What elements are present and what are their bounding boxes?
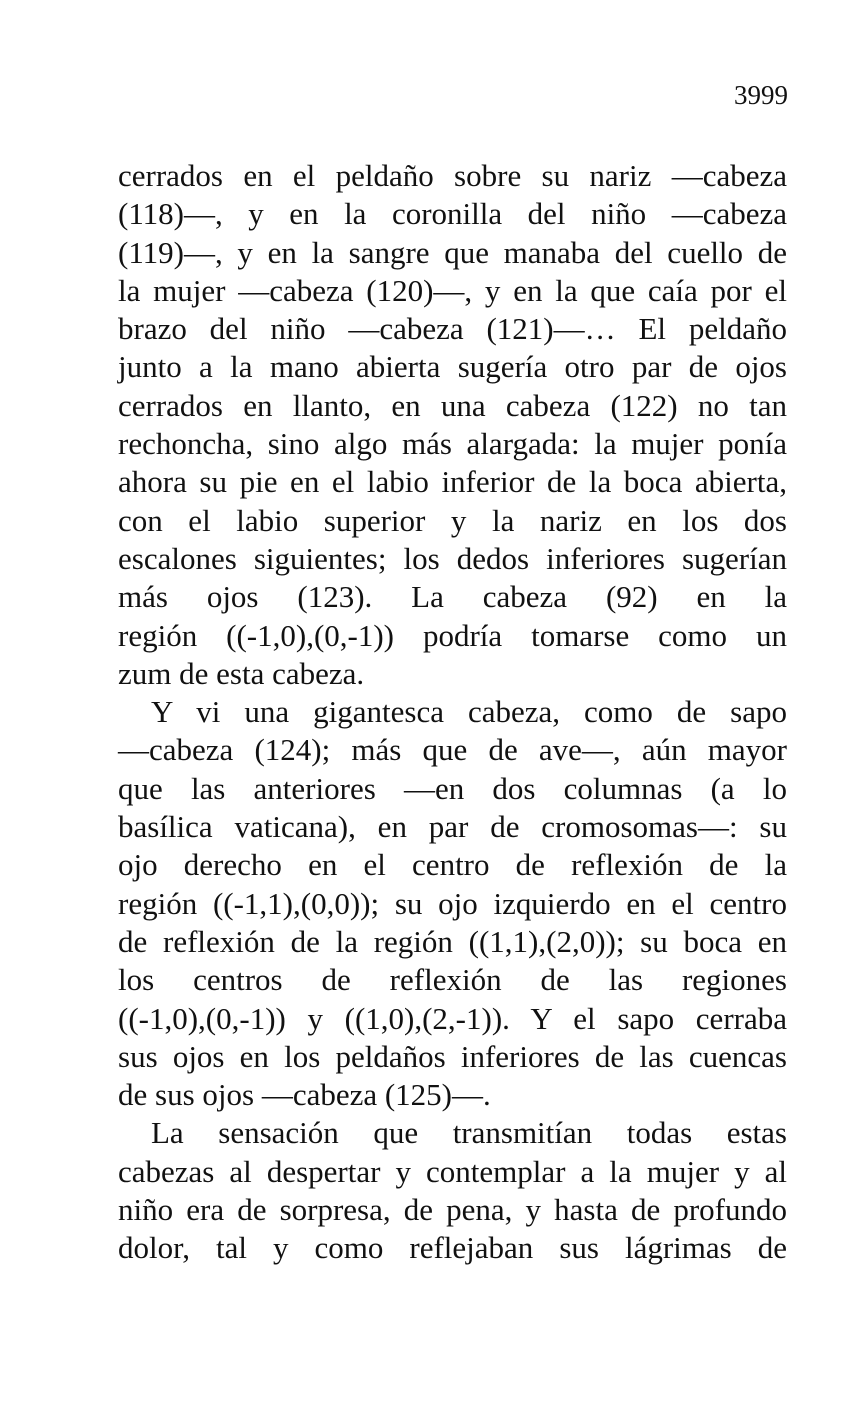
text-line: dolor, tal y como reflejaban sus lágrimas de xyxy=(118,1230,787,1266)
text-line: Y vi una gigantesca cabeza, como de sapo xyxy=(151,694,787,730)
text-line: (118)—, y en la coronilla del niño —cabeza xyxy=(118,196,787,232)
text-line: cerrados en llanto, en una cabeza (122) no tan xyxy=(118,387,787,423)
text-line: más ojos (123). La cabeza (92) en la xyxy=(118,579,787,615)
text-line: basílica vaticana), en par de cromosomas—: su xyxy=(118,809,787,845)
text-line: cabezas al despertar y contemplar a la mujer y al xyxy=(118,1153,787,1189)
text-line: la mujer —cabeza (120)—, y en la que caía por el xyxy=(118,272,787,308)
body-text xyxy=(118,157,787,1268)
text-line: rechoncha, sino algo más alargada: la mujer ponía xyxy=(118,426,787,462)
text-line: que las anteriores —en dos columnas (a lo xyxy=(118,770,787,806)
text-line: ahora su pie en el labio inferior de la boca abierta, xyxy=(118,464,787,500)
text-line: región ((-1,0),(0,-1)) podría tomarse como un xyxy=(118,617,787,653)
text-line: escalones siguientes; los dedos inferiores sugerían xyxy=(118,540,787,576)
text-line: junto a la mano abierta sugería otro par de ojos xyxy=(118,349,787,385)
text-line: sus ojos en los peldaños inferiores de las cuencas xyxy=(118,1038,787,1074)
text-line: —cabeza (124); más que de ave—, aún mayor xyxy=(118,732,787,768)
text-line: brazo del niño —cabeza (121)—… El peldaño xyxy=(118,311,787,347)
text-line: ojo derecho en el centro de reflexión de la xyxy=(118,847,787,883)
text-line: con el labio superior y la nariz en los dos xyxy=(118,502,787,538)
text-line: cerrados en el peldaño sobre su nariz —cabeza xyxy=(118,158,787,193)
text-line: La sensación que transmitían todas estas xyxy=(151,1115,787,1151)
text-line: de sus ojos —cabeza (125)—. xyxy=(118,1077,491,1113)
text-line: los centros de reflexión de las regiones xyxy=(118,962,787,998)
page-number: 3999 xyxy=(734,80,788,110)
text-line: niño era de sorpresa, de pena, y hasta de profundo xyxy=(118,1192,787,1228)
text-line: de reflexión de la región ((1,1),(2,0)); su boca en xyxy=(118,923,787,959)
text-line: zum de esta cabeza. xyxy=(118,655,365,691)
text-line: región ((-1,1),(0,0)); su ojo izquierdo en el centro xyxy=(118,885,787,921)
text-line: ((-1,0),(0,-1)) y ((1,0),(2,-1)). Y el sapo cerraba xyxy=(118,1000,787,1036)
text-line: (119)—, y en la sangre que manaba del cuello de xyxy=(118,234,787,270)
